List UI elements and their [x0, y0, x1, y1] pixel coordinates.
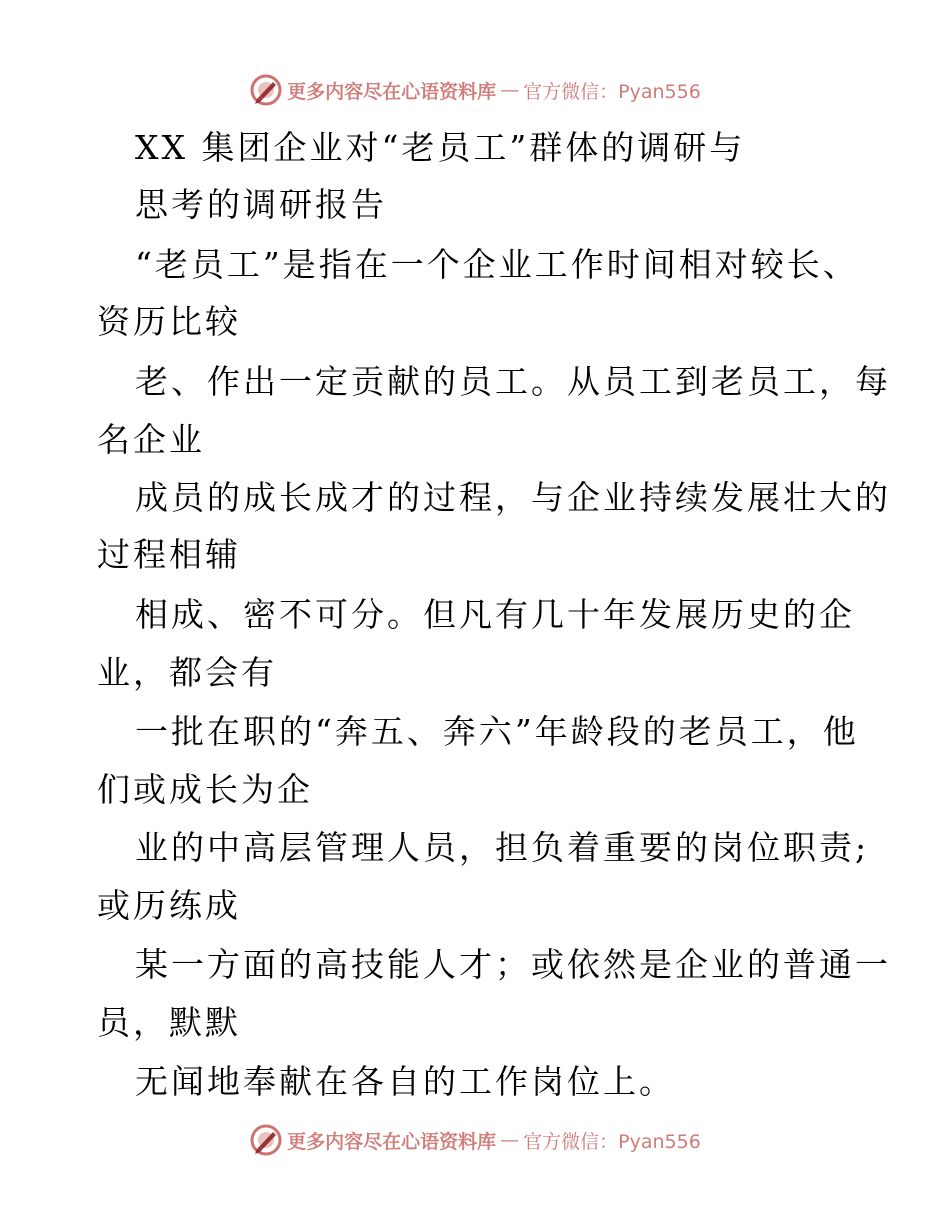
watermark-main-text: 更多内容尽在心语资料库 — [287, 80, 497, 103]
pen-logo-icon — [249, 73, 283, 107]
footer-watermark — [0, 1120, 950, 1160]
paragraph-line: 业的中高层管理人员，担负着重要的岗位职责; — [135, 828, 870, 867]
paragraph-line: 业，都会有 — [97, 653, 277, 692]
paragraph-line: 员，默默 — [97, 1003, 241, 1042]
document-title-line-1: XX 集团企业对“老员工”群体的调研与 — [135, 128, 746, 167]
paragraph-line: 老、作出一定贡献的员工。从员工到老员工，每 — [135, 362, 891, 401]
paragraph-line: 无闻地奉献在各自的工作岗位上。 — [135, 1062, 675, 1101]
watermark-sub-text: 官方微信：Pyan556 — [523, 1130, 701, 1153]
header-watermark — [0, 70, 950, 110]
paragraph-line: 名企业 — [97, 420, 205, 459]
paragraph-line: 过程相辅 — [97, 535, 241, 574]
pen-logo-icon — [249, 1123, 283, 1157]
paragraph-line: 相成、密不可分。但凡有几十年发展历史的企 — [135, 595, 855, 634]
paragraph-line: 一批在职的“奔五、奔六”年龄段的老员工，他 — [135, 712, 859, 751]
paragraph-line: 资历比较 — [97, 302, 241, 341]
paragraph-line: 某一方面的高技能人才；或依然是企业的普通一 — [135, 945, 891, 984]
paragraph-line: 或历练成 — [97, 886, 241, 925]
document-title-line-2: 思考的调研报告 — [135, 185, 387, 224]
watermark-separator: — — [500, 1129, 520, 1151]
watermark-sub-text: 官方微信：Pyan556 — [523, 80, 701, 103]
watermark-separator: — — [500, 79, 520, 101]
watermark-main-text: 更多内容尽在心语资料库 — [287, 1130, 497, 1153]
paragraph-line: 们或成长为企 — [97, 770, 313, 809]
paragraph-line: 成员的成长成才的过程，与企业持续发展壮大的 — [135, 478, 891, 517]
paragraph-line: “老员工”是指在一个企业工作时间相对较长、 — [135, 245, 859, 284]
